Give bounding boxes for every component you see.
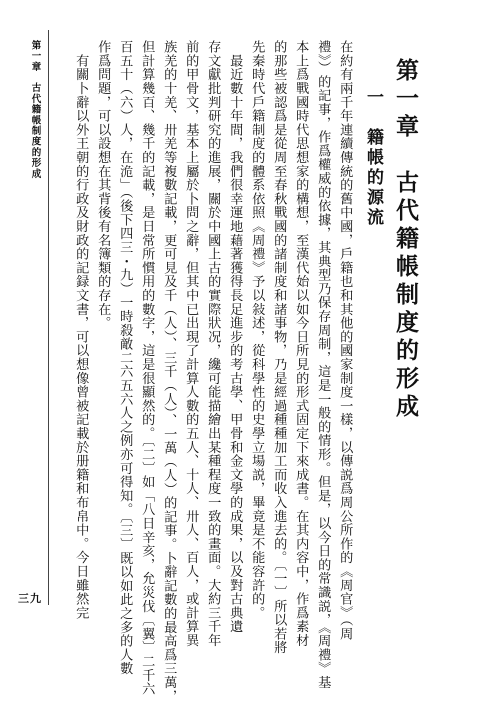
body-text-column: 最近數十年間，我們很幸運地藉著獲得長足進步的考古學、甲骨和金文學的成果，以及對古典遺 [227, 40, 243, 634]
section-title: 一 籍帳的源流 [363, 88, 383, 228]
body-text-column: 本上爲戰國時代思想家的構想，至漢代始以如今日所見的形式固定下來成書。在其内容中，作爲素材 [293, 40, 309, 648]
running-head: 第一章 古代籍帳制度的形成 [29, 40, 41, 180]
body-text-column: 先秦時代戶籍制度的體系依照《周禮》予以敍述，從科學性的史學立場説，畢竟是不能容許的。 [249, 40, 265, 620]
body-text-column: 百五十（六）人，在洈」（後下四三・九）一時殺敵二六五六人之例亦可得知。〔三〕既以如此之多的人數 [117, 40, 133, 676]
margin-divider [48, 30, 49, 605]
body-text-column: 作爲問題，可以設想在其背後有名簿類的存在。 [95, 40, 111, 330]
chapter-title: 第一章 古代籍帳制度的形成 [392, 58, 419, 422]
body-text-column: 在約有兩千年連續傳統的舊中國，戶籍也和其他的國家制度一樣，以傳説爲周公所作的《周官》（周 [337, 40, 353, 641]
body-text-column: 禮》）的記事，作爲權威的依據，其典型乃保存周制，這是一般的情形。但是，以今日的常識説，《周禮》基 [315, 40, 331, 690]
body-text-column: 前的甲骨文，基本上屬於卜問之辭，但其中已出現了計算人數的五人、十人、卅人、百人，或計算異 [183, 40, 199, 648]
body-text-column: 有關卜辭以外王朝的行政及財政的記録文書，可以想像曾被記載於册籍和布帛中。今日雖然完 [73, 40, 89, 620]
page-number: 三九 [18, 592, 42, 605]
body-text-column: 存文獻批判研究的進展，關於中國上古的實際狀况，纔可能描繪出某種程度一致的畫面。大約三千年 [205, 40, 221, 648]
body-text-column: 但計算幾百、幾千的記載，是日常所慣用的數字，這是很顯然的。〔二〕如「八日辛亥，允災伐〔翼〕二千六 [139, 40, 155, 696]
body-text-column: 的那些被認爲是從周至春秋戰國的諸制度和諸事物，乃是經過種種加工而收入進去的。〔一〕所以若將 [271, 40, 287, 655]
body-text-column: 族羌的十羌、卅羌等複數記載，更可見及千（人）、三千（人）、一萬（人）的記事。卜辭記數的最高爲三萬， [161, 40, 177, 703]
